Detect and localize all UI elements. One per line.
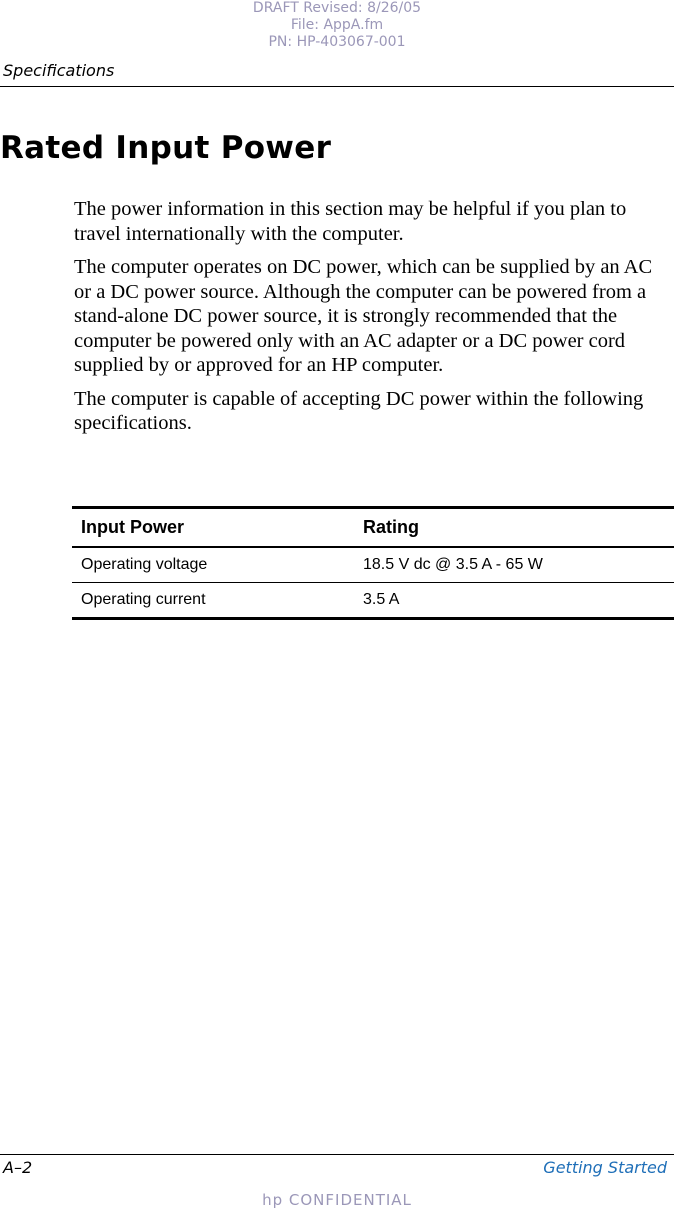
paragraph-specifications: The computer is capable of accepting DC power within the following specifications. bbox=[74, 387, 644, 434]
footer-rule bbox=[0, 1154, 674, 1155]
table-header-row bbox=[72, 508, 674, 548]
table-row bbox=[72, 583, 674, 619]
paragraph-dc-power: The computer operates on DC power, which can be supplied by an AC or a DC power source. Although the computer can be powered from a stand-alone DC power source, it is strongly recommended that the computer be powered only with an AC adapter or a DC power cord supplied by or approved for an HP computer. bbox=[74, 256, 653, 376]
draft-part-number: PN: HP-403067-001 bbox=[268, 34, 406, 50]
cell-value: 3.5 A bbox=[354, 583, 674, 619]
header-input-power: Input Power bbox=[72, 508, 354, 548]
header-rule bbox=[0, 86, 674, 87]
paragraph-intro: The power information in this section may be helpful if you plan to travel internationally with the computer. bbox=[74, 198, 627, 245]
running-header: Specifications bbox=[3, 61, 115, 80]
table-row bbox=[72, 547, 674, 583]
cell-label: Operating current bbox=[72, 583, 354, 619]
cell-label: Operating voltage bbox=[72, 547, 354, 583]
page-title: Rated Input Power bbox=[0, 130, 332, 166]
power-spec-table bbox=[72, 506, 674, 620]
draft-file: File: AppA.fm bbox=[290, 17, 384, 33]
book-title-link[interactable]: Getting Started bbox=[543, 1158, 667, 1177]
page-number: A–2 bbox=[3, 1158, 33, 1177]
draft-stamp bbox=[0, 0, 674, 51]
confidential-notice: hp CONFIDENTIAL bbox=[262, 1191, 412, 1209]
cell-value: 18.5 V dc @ 3.5 A - 65 W bbox=[354, 547, 674, 583]
header-rating: Rating bbox=[354, 508, 674, 548]
draft-revised: DRAFT Revised: 8/26/05 bbox=[252, 0, 422, 16]
body-text bbox=[74, 197, 674, 445]
